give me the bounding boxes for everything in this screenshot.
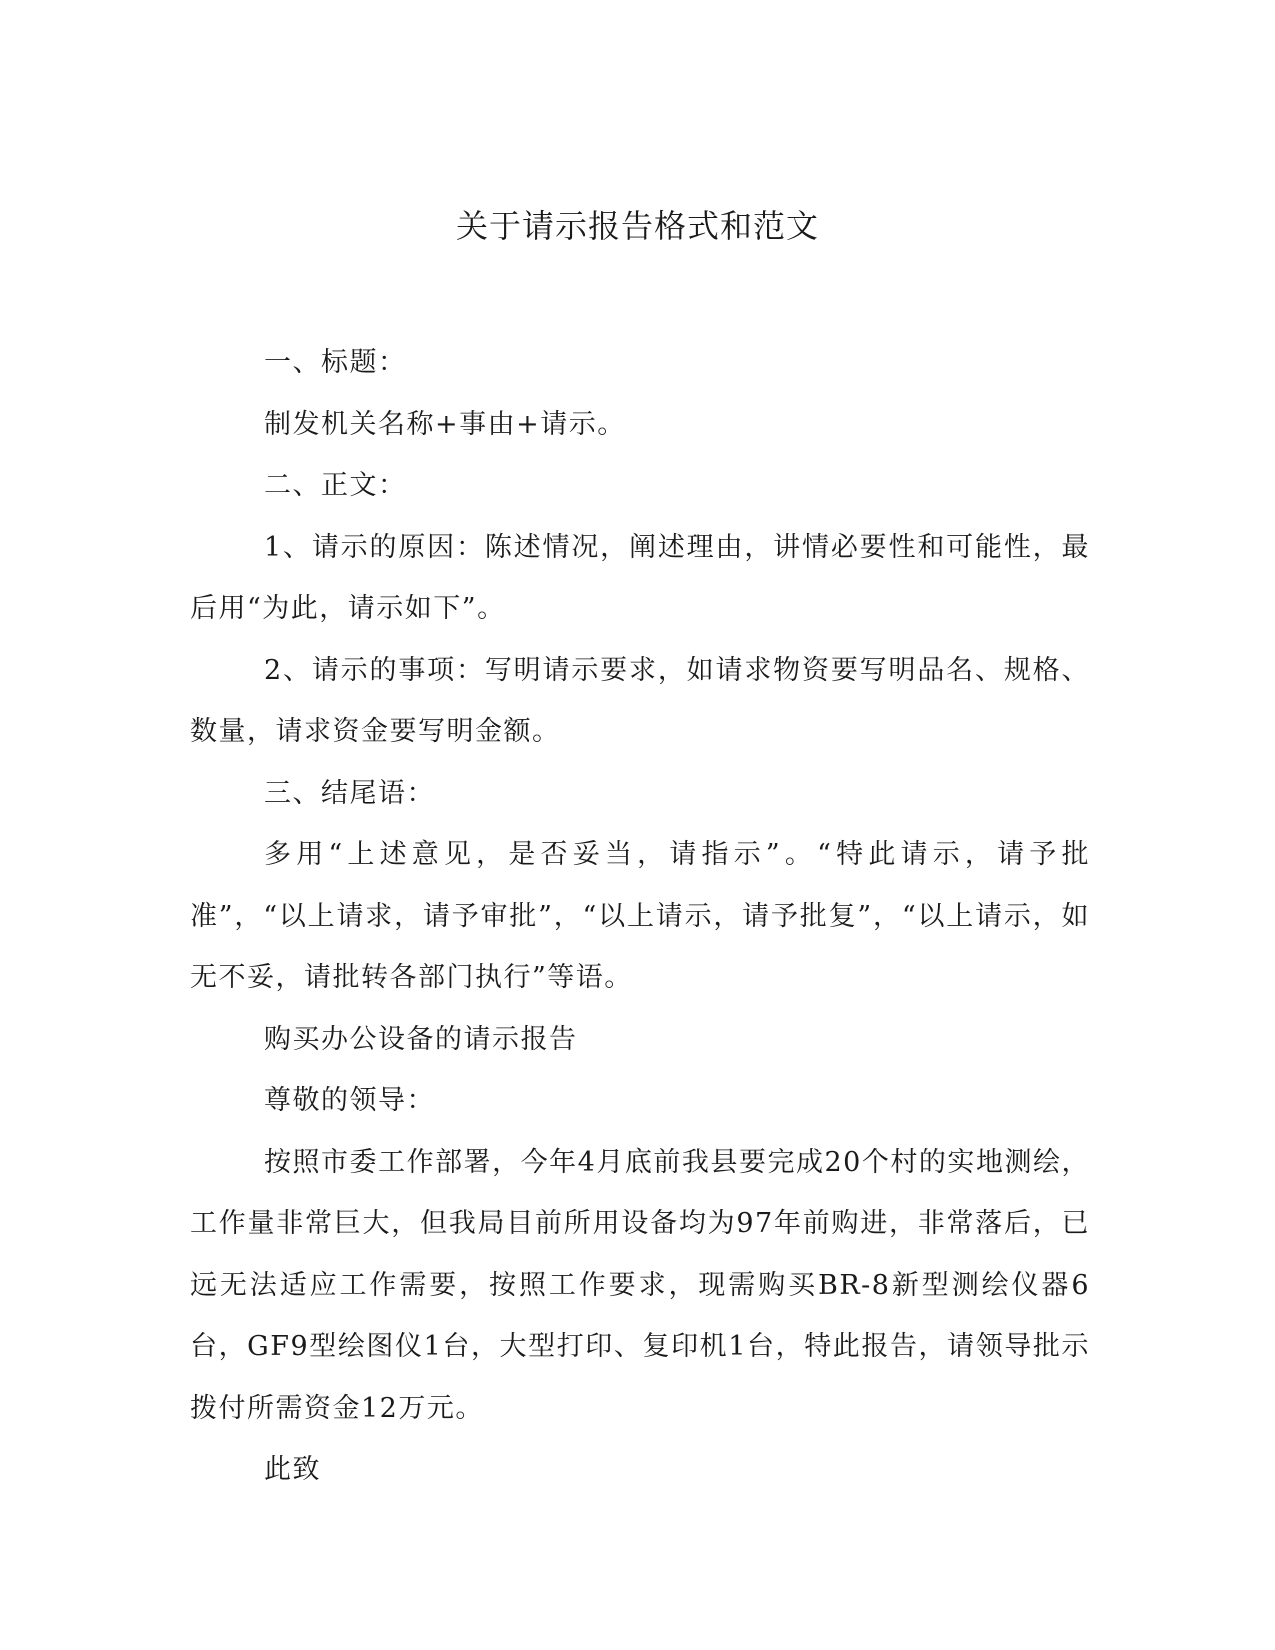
heading-title-section: 一、标题：	[264, 347, 407, 378]
salutation: 尊敬的领导：	[264, 1085, 435, 1116]
paragraph-closing-phrases: 多用“上述意见，是否妥当，请指示”。“特此请示，请予批准”，“以上请求，请予审批”，“以上请示，请予批复”，“以上请示，如无不妥，请批转各部门执行”等语。	[190, 839, 1090, 993]
closing-phrase: 此致	[264, 1454, 321, 1485]
paragraph-reason: 1、请示的原因：陈述情况，阐述理由，讲情必要性和可能性，最后用“为此，请示如下”。	[190, 531, 1090, 624]
heading-body-section: 二、正文：	[264, 470, 407, 501]
document-title: 关于请示报告格式和范文	[455, 207, 819, 245]
sample-body: 按照市委工作部署，今年4月底前我县要完成20个村的实地测绘，工作量非常巨大，但我局目前所用设备均为97年前购进，非常落后，已远无法适应工作需要，按照工作要求，现需购买BR-8新型测绘仪器6台，GF9型绘图仪1台，大型打印、复印机1台，特此报告，请领导批示拨付所需资金12万元。	[190, 1146, 1090, 1424]
paragraph-matters: 2、请示的事项：写明请示要求，如请求物资要写明品名、规格、数量，请求资金要写明金额。	[190, 654, 1090, 747]
document-body	[190, 332, 1090, 1501]
paragraph-title-format: 制发机关名称+事由+请示。	[264, 408, 626, 440]
heading-closing-section: 三、结尾语：	[264, 777, 435, 809]
sample-title: 购买办公设备的请示报告	[264, 1023, 578, 1055]
